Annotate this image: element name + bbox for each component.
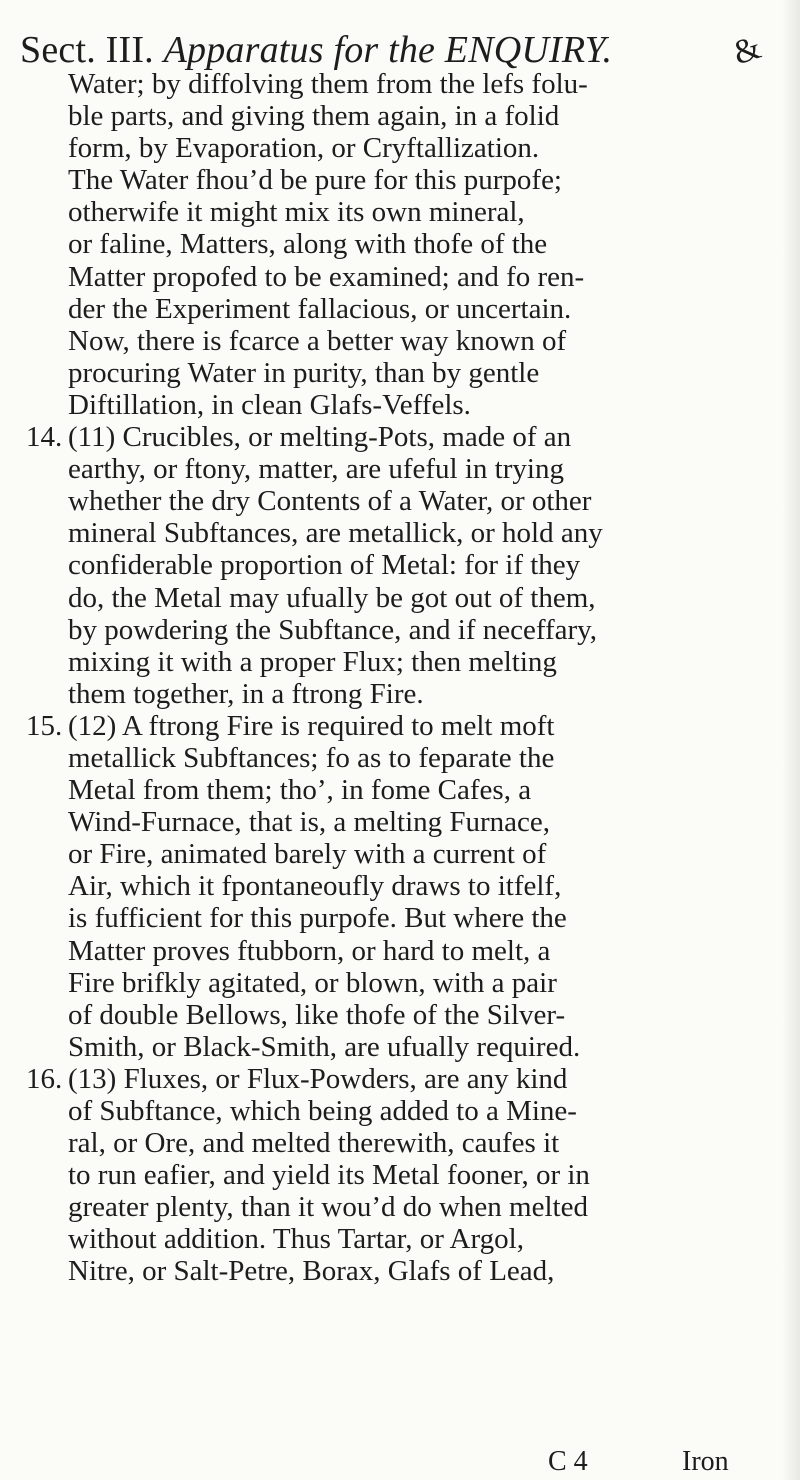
text-line bbox=[26, 196, 768, 228]
text-line bbox=[26, 68, 768, 100]
text-line bbox=[26, 100, 768, 132]
text-line bbox=[26, 1191, 768, 1223]
line-text: (13) Fluxes, or Flux-Powders, are any kind bbox=[68, 1062, 568, 1095]
line-text: der the Experiment fallacious, or uncertain. bbox=[68, 292, 572, 325]
line-text: greater plenty, than it wou’d do when melted bbox=[68, 1191, 588, 1224]
text-line bbox=[26, 164, 768, 196]
line-text: procuring Water in purity, than by gentle bbox=[68, 356, 540, 389]
text-line bbox=[26, 935, 768, 967]
signature-mark: C 4 bbox=[548, 1446, 588, 1477]
text-line bbox=[26, 678, 768, 710]
line-text: whether the dry Contents of a Water, or other bbox=[68, 485, 592, 518]
line-text: Matter proves ftubborn, or hard to melt, a bbox=[68, 934, 551, 967]
text-line bbox=[26, 646, 768, 678]
body-text bbox=[26, 68, 768, 1288]
text-line bbox=[26, 453, 768, 485]
text-line bbox=[26, 1031, 768, 1063]
line-text: ble parts, and giving them again, in a folid bbox=[68, 100, 560, 133]
line-text: Metal from them; tho’, in fome Cafes, a bbox=[68, 774, 532, 807]
text-line bbox=[26, 1159, 768, 1191]
text-line bbox=[26, 774, 768, 806]
text-line bbox=[26, 549, 768, 581]
text-line bbox=[26, 485, 768, 517]
line-text: Fire brifkly agitated, or blown, with a pair bbox=[68, 966, 557, 999]
line-text: of double Bellows, like thofe of the Silver- bbox=[68, 998, 566, 1031]
text-line bbox=[26, 967, 768, 999]
line-text: otherwife it might mix its own mineral, bbox=[68, 196, 525, 229]
paragraph-number: 16. bbox=[26, 1062, 63, 1095]
line-text: (12) A ftrong Fire is required to melt moft bbox=[68, 709, 555, 742]
line-text: by powdering the Subftance, and if neceffary, bbox=[68, 613, 598, 646]
text-line bbox=[26, 614, 768, 646]
line-text: Diftillation, in clean Glafs-Veffels. bbox=[68, 388, 471, 421]
line-text: or faline, Matters, along with thofe of the bbox=[68, 228, 548, 261]
text-line bbox=[26, 742, 768, 774]
text-line bbox=[26, 999, 768, 1031]
paragraph-number: 14. bbox=[26, 421, 63, 454]
paragraph-number: 15. bbox=[26, 709, 63, 742]
page-title: Apparatus for the ENQUIRY. bbox=[163, 29, 613, 71]
line-text: or Fire, animated barely with a current of bbox=[68, 838, 547, 871]
text-line bbox=[26, 228, 768, 260]
section-heading: Sect. III. bbox=[20, 29, 154, 71]
text-line bbox=[26, 582, 768, 614]
text-line bbox=[26, 132, 768, 164]
line-text: Water; by diffolving them from the lefs folu- bbox=[68, 68, 588, 100]
line-text: Now, there is fcarce a better way known of bbox=[68, 324, 567, 357]
line-text: Nitre, or Salt-Petre, Borax, Glafs of Lead, bbox=[68, 1255, 555, 1288]
line-text: (11) Crucibles, or melting-Pots, made of an bbox=[68, 421, 572, 454]
text-line bbox=[26, 261, 768, 293]
line-text: confiderable proportion of Metal: for if they bbox=[68, 549, 581, 582]
text-line bbox=[26, 357, 768, 389]
line-text: earthy, or ftony, matter, are ufeful in trying bbox=[68, 453, 564, 486]
line-text: is fufficient for this purpofe. But where the bbox=[68, 902, 567, 935]
text-line bbox=[26, 389, 768, 421]
text-line bbox=[26, 870, 768, 902]
text-line bbox=[26, 1255, 768, 1287]
line-text: Wind-Furnace, that is, a melting Furnace, bbox=[68, 806, 551, 839]
line-text: without addition. Thus Tartar, or Argol, bbox=[68, 1223, 524, 1256]
line-text: form, by Evaporation, or Cryftallization. bbox=[68, 132, 540, 165]
text-line bbox=[26, 293, 768, 325]
line-text: Matter propofed to be examined; and fo ren- bbox=[68, 260, 585, 293]
text-line bbox=[26, 421, 768, 453]
page-edge bbox=[782, 0, 800, 1480]
line-text: Air, which it fpontaneoufly draws to itfelf, bbox=[68, 870, 562, 903]
line-text: The Water fhou’d be pure for this purpofe; bbox=[68, 164, 562, 197]
text-line bbox=[26, 1095, 768, 1127]
line-text: them together, in a ftrong Fire. bbox=[68, 677, 424, 710]
line-text: metallick Subftances; fo as to feparate the bbox=[68, 741, 555, 774]
text-line bbox=[26, 838, 768, 870]
line-text: Smith, or Black-Smith, are ufually required. bbox=[68, 1030, 581, 1063]
text-line bbox=[26, 1223, 768, 1255]
line-text: do, the Metal may ufually be got out of them, bbox=[68, 581, 596, 614]
text-line bbox=[26, 1127, 768, 1159]
text-line bbox=[26, 710, 768, 742]
line-text: to run eafier, and yield its Metal fooner, or in bbox=[68, 1159, 590, 1192]
text-line bbox=[26, 325, 768, 357]
line-text: ral, or Ore, and melted therewith, caufes it bbox=[68, 1127, 560, 1160]
text-line bbox=[26, 517, 768, 549]
top-catchword: & bbox=[728, 28, 765, 73]
catchword: Iron bbox=[682, 1446, 729, 1477]
line-text: of Subftance, which being added to a Mine- bbox=[68, 1095, 577, 1127]
text-line bbox=[26, 1063, 768, 1095]
text-line bbox=[26, 806, 768, 838]
line-text: mineral Subftances, are metallick, or hold any bbox=[68, 517, 603, 550]
text-line bbox=[26, 902, 768, 934]
line-text: mixing it with a proper Flux; then melting bbox=[68, 645, 557, 678]
